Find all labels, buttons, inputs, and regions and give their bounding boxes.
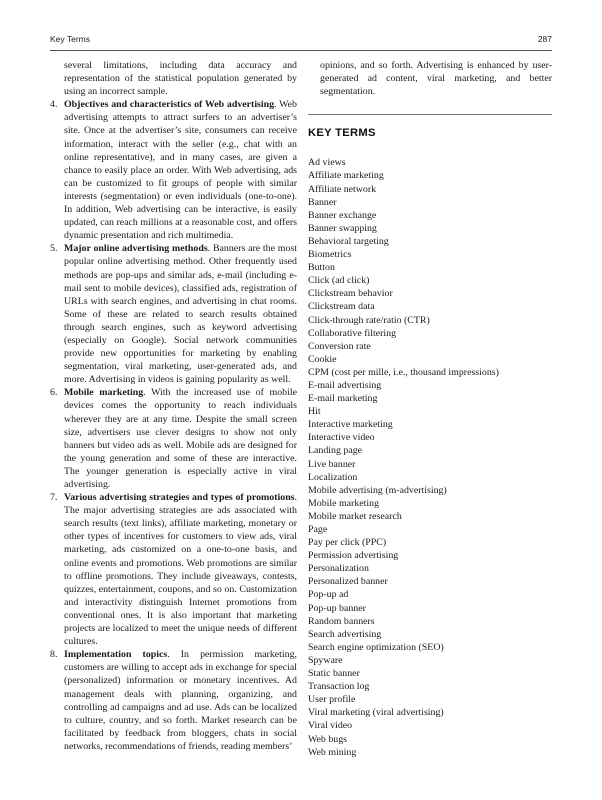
- key-term: Biometrics: [308, 249, 352, 261]
- item-number: 6.: [50, 387, 58, 399]
- key-term: Mobile market research: [308, 510, 402, 522]
- key-term: Collaborative filtering: [308, 327, 397, 339]
- key-term: Conversion rate: [308, 340, 371, 352]
- key-term: Web bugs: [308, 733, 347, 745]
- section-divider: [308, 114, 552, 115]
- key-term: Personalized banner: [308, 576, 388, 588]
- key-term: Affiliate marketing: [308, 170, 384, 182]
- key-term: Pop-up ad: [308, 589, 349, 601]
- key-term: CPM (cost per mille, i.e., thousand impressions): [308, 366, 499, 378]
- item-body: . Web advertising attempts to attract surfers to an advertiser’s site. Once at the advertiser’s site, consumers can receive information, interact with the seller (e.g., chat with an online representative), and in many cases, are given a chance to easily place an order. With Web advertising, ads can be customized to fit groups of people with similar interests (segmentation) or even individuals (one-to-one). In addition, Web advertising can be interactive, is easily updated, can reach millions at a reasonable cost, and offers dynamic presentation and rich multimedia.: [64, 99, 297, 242]
- key-term: Button: [308, 262, 335, 274]
- key-term: E-mail marketing: [308, 393, 378, 405]
- key-term: Static banner: [308, 668, 360, 680]
- summary-item-5: [50, 242, 297, 386]
- key-term: User profile: [308, 694, 356, 706]
- key-term: Pay per click (PPC): [308, 537, 387, 549]
- summary-item-4: [50, 98, 297, 242]
- key-term: Click (ad click): [308, 275, 370, 287]
- right-column: [308, 59, 552, 759]
- item-body: . In permission marketing, customers are willing to accept ads in exchange for special (personalized) information or monetary incentives. Ad management deals with planning, organizing, and controlling ad campaigns and ad use. Ads can be localized to culture, country, and so forth. Market research can be facilitated by feedback from bloggers, chats in social networks, recommendations of friends, reading members’: [64, 649, 297, 752]
- key-term: Viral video: [308, 720, 353, 732]
- page-number: 287: [537, 34, 552, 44]
- item-number: 7.: [50, 492, 58, 504]
- item-number: 8.: [50, 649, 58, 661]
- item-heading: Implementation topics: [64, 649, 168, 661]
- key-terms-list: [308, 156, 552, 758]
- key-term: Interactive marketing: [308, 419, 393, 431]
- key-term: Web mining: [308, 746, 357, 758]
- header-divider: [50, 50, 552, 51]
- continued-paragraph: opinions, and so forth. Advertising is enhanced by user-generated ad content, viral marketing, and better segmentation.: [320, 60, 552, 98]
- key-term: Banner: [308, 196, 337, 208]
- key-term: Search advertising: [308, 628, 382, 640]
- summary-item-7: [50, 491, 297, 648]
- key-term: Click-through rate/ratio (CTR): [308, 314, 430, 326]
- key-term: Ad views: [308, 157, 346, 169]
- key-term: Page: [308, 524, 328, 535]
- left-column: [50, 59, 297, 753]
- key-term: Hit: [308, 406, 321, 418]
- key-term: Banner exchange: [308, 209, 377, 221]
- key-term: Cookie: [308, 353, 337, 365]
- key-term: Clickstream behavior: [308, 288, 393, 300]
- key-term: Landing page: [308, 445, 363, 457]
- running-title: Key Terms: [50, 34, 90, 44]
- item-heading: Mobile marketing: [64, 387, 144, 399]
- key-terms-heading: KEY TERMS: [308, 127, 376, 140]
- key-term: Spyware: [308, 654, 343, 666]
- key-term: Banner swapping: [308, 222, 377, 234]
- item-body: . The major advertising strategies are ads associated with search results (text links), affiliate marketing, monetary or other types of incentives for customers to view ads, viral marketing, ads customized on a one-to-one basis, and online events and promotions. Web promotions are similar to offline promotions. They include giveaways, contests, quizzes, entertainment, coupons, and so on. Customization and interactivity distinguish Internet promotions from conventional ones. It is also important that marketing projects are localized to meet the unique needs of different cultures.: [64, 492, 297, 648]
- key-term: Affiliate network: [308, 183, 377, 195]
- key-term: Clickstream data: [308, 301, 375, 313]
- item-heading: Major online advertising methods: [64, 243, 208, 255]
- key-term: Mobile marketing: [308, 497, 380, 509]
- key-term: Transaction log: [308, 681, 370, 693]
- key-term: Behavioral targeting: [308, 235, 389, 247]
- item-body: . Banners are the most popular online advertising method. Other frequently used methods are pop-ups and similar ads, e-mail (including e-mail sent to mobile devices), classified ads, registration of URLs with search engines, and advertising in chat rooms. Some of these are related to search results obtained through search engines, such as keyword advertising (especially on Google). Social network communities provide new opportunities for marketing by enabling segmentation, viral marketing, user-generated ads, and more. Advertising in videos is gaining popularity as well.: [64, 243, 297, 386]
- key-term: E-mail advertising: [308, 379, 382, 391]
- running-header: [50, 34, 552, 48]
- key-term: Random banners: [308, 615, 375, 627]
- item-number: 5.: [50, 243, 58, 255]
- key-term: Permission advertising: [308, 550, 399, 562]
- key-term: Localization: [308, 471, 358, 483]
- key-term: Search engine optimization (SEO): [308, 641, 444, 653]
- key-term: Viral marketing (viral advertising): [308, 707, 444, 719]
- summary-item-6: [50, 386, 297, 491]
- key-term: Live banner: [308, 458, 356, 470]
- item-heading: Various advertising strategies and types of promotions: [64, 492, 295, 504]
- item-body: . With the increased use of mobile devices comes the opportunity to reach individuals wherever they are at any time. Despite the small screen size, advertisers use clever designs to show not only banners but video ads as well. Mobile ads are designed for the young generation and some of these are interactive. The younger generation is especially active in viral advertising.: [64, 387, 297, 490]
- key-term: Personalization: [308, 563, 369, 575]
- summary-item-8: [50, 648, 297, 753]
- item-number: 4.: [50, 99, 58, 111]
- continued-paragraph: several limitations, including data accuracy and representation of the statistical population generated by using an incorrect sample.: [64, 60, 297, 98]
- key-term: Interactive video: [308, 432, 375, 444]
- key-term: Pop-up banner: [308, 602, 366, 614]
- key-term: Mobile advertising (m-advertising): [308, 484, 447, 496]
- item-heading: Objectives and characteristics of Web advertising: [64, 99, 275, 111]
